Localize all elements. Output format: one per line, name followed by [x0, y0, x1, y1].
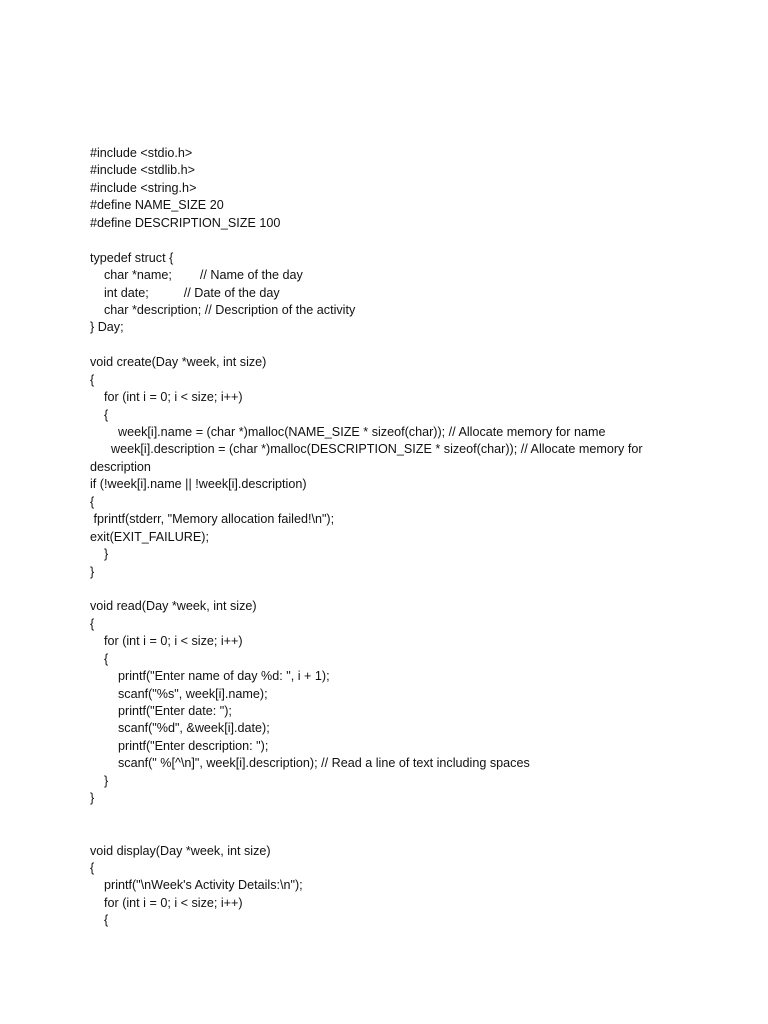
code-line: for (int i = 0; i < size; i++)	[90, 390, 243, 405]
code-line	[90, 581, 750, 598]
code-line: week[i].description = (char *)malloc(DESCRIPTION_SIZE * sizeof(char)); // Allocate memory for	[90, 442, 643, 457]
code-line: } Day;	[90, 320, 124, 335]
code-line: printf("Enter description: ");	[90, 738, 269, 753]
code-line: if (!week[i].name || !week[i].description)	[90, 477, 307, 492]
code-line: void display(Day *week, int size)	[90, 843, 271, 858]
code-line: week[i].name = (char *)malloc(NAME_SIZE * sizeof(char)); // Allocate memory for name	[90, 425, 606, 439]
code-line	[90, 232, 750, 249]
code-line: }	[90, 773, 109, 788]
code-line: {	[90, 860, 95, 875]
code-line: printf("Enter name of day %d: ", i + 1);	[90, 669, 330, 684]
code-line: fprintf(stderr, "Memory allocation failed!\n");	[90, 512, 335, 527]
code-line: for (int i = 0; i < size; i++)	[90, 634, 243, 649]
code-line: for (int i = 0; i < size; i++)	[90, 895, 243, 910]
code-line: char *name; // Name of the day	[90, 268, 303, 283]
code-line: {	[90, 616, 95, 631]
code-line: }	[90, 547, 109, 562]
code-line: }	[90, 564, 95, 579]
code-line	[90, 808, 750, 825]
code-line: exit(EXIT_FAILURE);	[90, 529, 209, 544]
code-line: void read(Day *week, int size)	[90, 599, 257, 614]
code-line: printf("\nWeek's Activity Details:\n");	[90, 878, 303, 893]
code-line: scanf(" %[^\n]", week[i].description); // Read a line of text including spaces	[90, 756, 530, 771]
code-line: typedef struct {	[90, 250, 174, 265]
code-line: #include <string.h>	[90, 180, 197, 195]
code-line: char *description; // Description of the activity	[90, 302, 356, 317]
code-line: {	[90, 913, 109, 928]
code-line: {	[90, 372, 95, 387]
code-line: {	[90, 407, 109, 422]
code-line: {	[90, 651, 109, 666]
code-line: #define DESCRIPTION_SIZE 100	[90, 215, 281, 230]
code-line: }	[90, 791, 95, 806]
code-line: int date; // Date of the day	[90, 285, 280, 300]
code-line	[90, 825, 750, 842]
code-line: void create(Day *week, int size)	[90, 355, 267, 370]
code-line: #include <stdlib.h>	[90, 163, 196, 178]
code-line: scanf("%s", week[i].name);	[90, 686, 268, 701]
code-line: #define NAME_SIZE 20	[90, 198, 224, 213]
code-line	[90, 337, 750, 354]
code-line: scanf("%d", &week[i].date);	[90, 721, 270, 736]
code-line: #include <stdio.h>	[90, 146, 193, 160]
code-block	[90, 145, 750, 930]
code-line: {	[90, 494, 95, 509]
code-line: printf("Enter date: ");	[90, 704, 232, 718]
code-line: description	[90, 459, 151, 474]
